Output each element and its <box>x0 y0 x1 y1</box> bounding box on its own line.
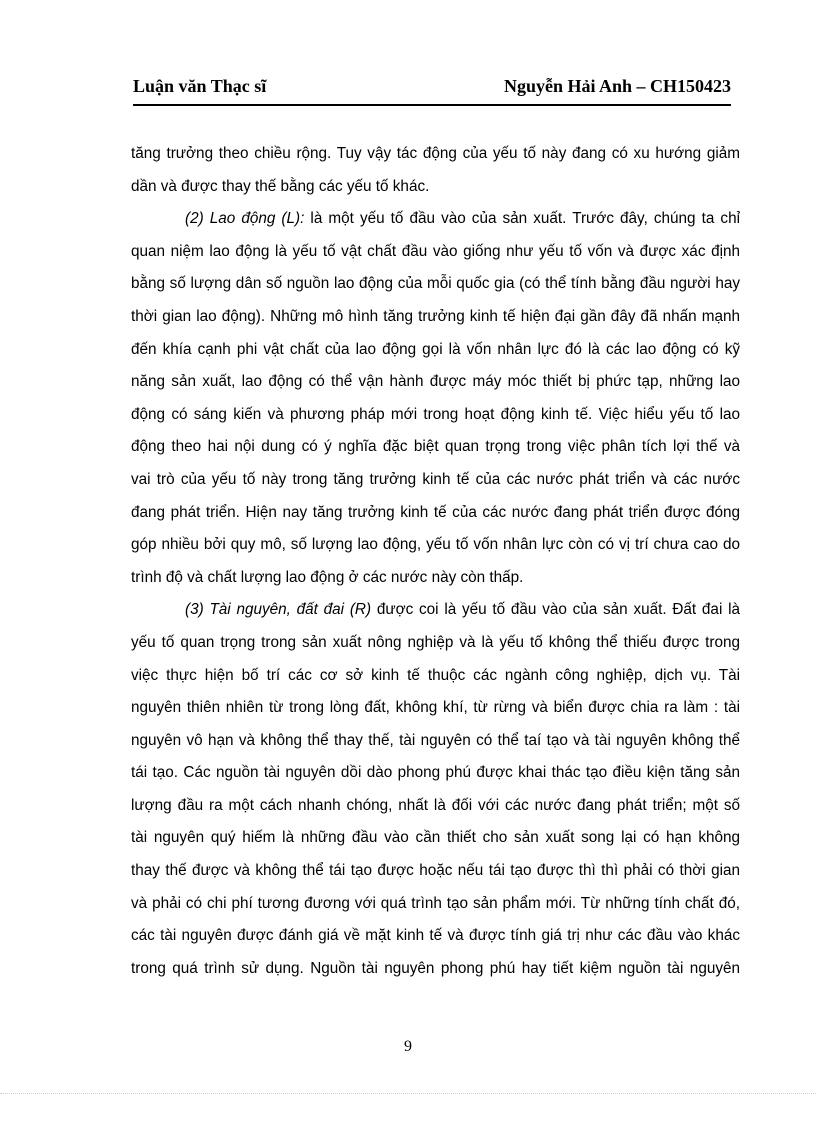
text-line: nguyên thiên nhiên từ trong lòng đất, không khí, từ rừng và biển được chia ra làm : tài <box>131 699 740 717</box>
text-line: năng sản xuất, lao động có thể vận hành được máy móc thiết bị phức tạp, những lao <box>131 373 740 391</box>
thesis-title: Luận văn Thạc sĩ <box>133 76 267 96</box>
text-line: tài nguyên quý hiếm là những đầu vào cần thiết cho sản xuất song lại có hạn không <box>131 829 740 847</box>
text-line: quan niệm lao động là yếu tố vật chất đầu vào giống như yếu tố vốn và được xác định <box>131 242 740 260</box>
body-text <box>131 138 740 985</box>
text-line: và phải có chi phí tương đương với quá trình tạo sản phẩm mới. Từ những tính chất đó, <box>131 894 740 912</box>
text-line: dần và được thay thế bằng các yếu tố khác. <box>131 177 430 195</box>
text-line: tăng trưởng theo chiều rộng. Tuy vậy tác động của yếu tố này đang có xu hướng giảm <box>131 145 740 162</box>
page-header <box>133 74 731 106</box>
text-line: động có sáng kiến và phương pháp mới trong hoạt động kinh tế. Việc hiểu yếu tố lao <box>131 405 740 423</box>
section-heading: (3) Tài nguyên, đất đai (R) <box>185 601 372 619</box>
text-line: yếu tố quan trọng trong sản xuất nông nghiệp và là yếu tố không thể thiếu được trong <box>131 633 740 651</box>
page-edge-divider <box>0 1093 816 1094</box>
text-line: nguyên vô hạn và không thể thay thế, tài nguyên có thể taí tạo và tài nguyên không thể <box>131 731 740 749</box>
paragraph-line <box>131 203 740 236</box>
text-line: vai trò của yếu tố này trong tăng trưởng kinh tế của các nước phát triển và các nước <box>131 470 740 488</box>
text-line: đến khía cạnh phi vật chất của lao động gọi là vốn nhân lực đó là các lao động có kỹ <box>131 340 740 358</box>
text-line: trong quá trình sử dụng. Nguồn tài nguyên phong phú hay tiết kiệm nguồn tài nguyên <box>131 959 740 977</box>
page-number: 9 <box>404 1038 412 1055</box>
text-line: các tài nguyên được đánh giá về mặt kinh tế và được tính giá trị như các đầu vào khác <box>131 927 740 945</box>
text-line: tái tạo. Các nguồn tài nguyên dồi dào phong phú được khai thác tạo điều kiện tăng sản <box>131 764 740 782</box>
text-line: động theo hai nội dung có ý nghĩa đặc biệt quan trọng trong việc phân tích lợi thế và <box>131 438 740 456</box>
text-line: bằng số lượng dân số nguồn lao động của mỗi quốc gia (có thể tính bằng đầu người hay <box>131 275 740 293</box>
paragraph-line <box>131 594 740 627</box>
text-line: trình độ và chất lượng lao động ở các nước này còn thấp. <box>131 568 524 586</box>
text-line: thời gian lao động). Những mô hình tăng trưởng kinh tế hiện đại gần đây đã nhấn mạnh <box>131 307 740 325</box>
text-line: đang phát triển. Hiện nay tăng trưởng kinh tế của các nước đang phát triển được đóng <box>131 503 740 521</box>
text-line: việc thực hiện bố trí các cơ sở kinh tế thuộc các ngành công nghiệp, dịch vụ. Tài <box>131 666 740 684</box>
text-span: được coi là yếu tố đầu vào của sản xuất. Đất đai là <box>371 601 741 619</box>
text-line: thay thế được và không thể tái tạo được hoặc nếu tái tạo được thì thì phải có thời gian <box>131 862 740 880</box>
text-line: góp nhiều bởi quy mô, số lượng lao động, yếu tố vốn nhân lực còn có vị trí chưa cao do <box>131 536 740 554</box>
text-span: là một yếu tố đầu vào của sản xuất. Trước đây, chúng ta chỉ <box>304 210 740 228</box>
author-id: Nguyễn Hải Anh – CH150423 <box>503 76 731 96</box>
text-line: lượng đầu ra một cách nhanh chóng, nhất là đối với các nước đang phát triển; một số <box>131 796 740 814</box>
section-heading: (2) Lao động (L): <box>185 210 305 228</box>
